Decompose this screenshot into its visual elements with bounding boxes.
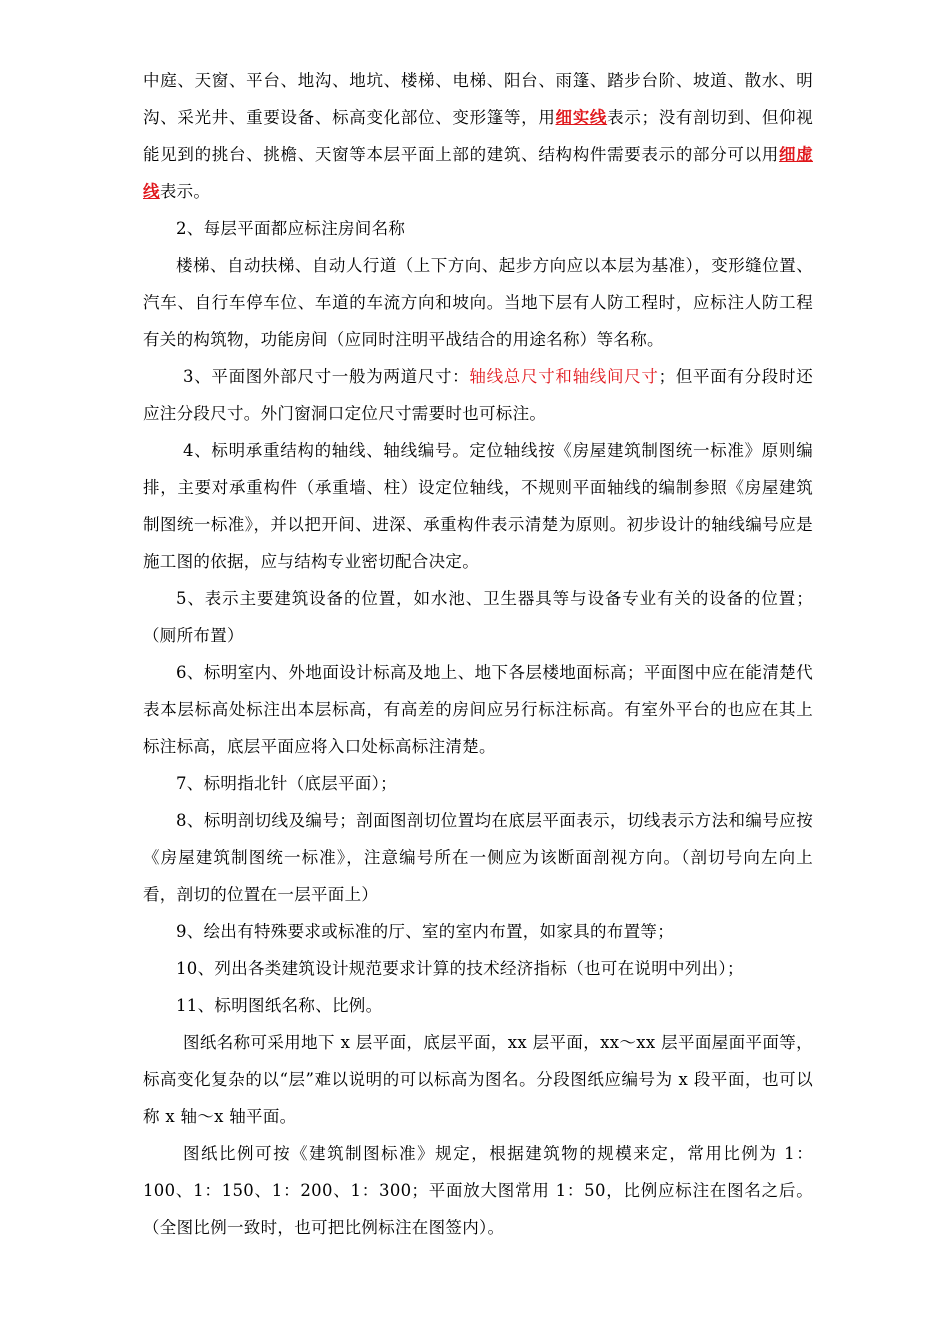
text-segment: 图纸比例可按《建筑制图标准》规定，根据建筑物的规模来定，常用比例为 1：100、1：150、1：200、1：300；平面放大图常用 1：50，比例应标注在图名之后。（全图比例一致时，也可把比例标注在图签内）。: [143, 1144, 813, 1237]
text-segment: 7、标明指北针（底层平面）；: [176, 774, 397, 793]
paragraph-0: [143, 62, 813, 210]
text-segment: 5、表示主要建筑设备的位置，如水池、卫生器具等与设备专业有关的设备的位置；（厕所布置）: [143, 589, 813, 645]
text-segment: 2、每层平面都应标注房间名称: [176, 219, 406, 238]
text-segment: 中庭、天窗、平台、地沟、地坑、楼梯、电梯、阳台、雨篷、踏步台阶、坡道、散水、明沟、采光井、重要设备、标高变化部位、变形篷等，用: [143, 71, 813, 127]
highlight-thin-dashed-line: 细虚线: [143, 145, 813, 201]
text-segment: ；但平面有分段时还应注分段尺寸。外门窗洞口定位尺寸需要时也可标注。: [143, 367, 813, 423]
text-segment: 11、标明图纸名称、比例。: [176, 996, 383, 1015]
paragraph-8: [143, 802, 813, 913]
paragraph-2: [143, 247, 813, 358]
paragraph-6: [143, 654, 813, 765]
highlight-thin-solid-line: 细实线: [555, 108, 608, 127]
paragraph-9: [143, 913, 813, 950]
text-segment: 楼梯、自动扶梯、自动人行道（上下方向、起步方向应以本层为基准），变形缝位置、汽车、自行车停车位、车道的车流方向和坡向。当地下层有人防工程时，应标注人防工程有关的构筑物，功能房间（应同时注明平战结合的用途名称）等名称。: [143, 256, 813, 349]
paragraph-7: [143, 765, 813, 802]
text-segment: 4、标明承重结构的轴线、轴线编号。定位轴线按《房屋建筑制图统一标准》原则编排，主要对承重构件（承重墙、柱）设定位轴线，不规则平面轴线的编制参照《房屋建筑制图统一标准》，并以把开间、进深、承重构件表示清楚为原则。初步设计的轴线编号应是施工图的依据，应与结构专业密切配合决定。: [143, 441, 813, 571]
document-body: [143, 62, 813, 1246]
highlight-axis-dimensions: 轴线总尺寸和轴线间尺寸: [469, 367, 659, 386]
paragraph-1: [143, 210, 813, 247]
text-segment: 8、标明剖切线及编号；剖面图剖切位置均在底层平面表示，切线表示方法和编号应按《房屋建筑制图统一标准》，注意编号所在一侧应为该断面剖视方向。（剖切号向左向上看，剖切的位置在一层平面上）: [143, 811, 813, 904]
text-segment: 6、标明室内、外地面设计标高及地上、地下各层楼地面标高；平面图中应在能清楚代表本层标高处标注出本层标高，有高差的房间应另行标注标高。有室外平台的也应在其上标注标高，底层平面应将入口处标高标注清楚。: [143, 663, 813, 756]
text-segment: 10、列出各类建筑设计规范要求计算的技术经济指标（也可在说明中列出）；: [176, 959, 744, 978]
text-segment: 图纸名称可采用地下 x 层平面，底层平面，xx 层平面，xx～xx 层平面屋面平面等，标高变化复杂的以“层”难以说明的可以标高为图名。分段图纸应编号为 x 段平面，也可以称 x 轴～x 轴平面。: [143, 1033, 813, 1126]
paragraph-10: [143, 950, 813, 987]
text-segment: 9、绘出有特殊要求或标准的厅、室的室内布置，如家具的布置等；: [176, 922, 674, 941]
paragraph-3: [143, 358, 813, 432]
paragraph-11: [143, 987, 813, 1024]
paragraph-13: [143, 1135, 813, 1246]
paragraph-5: [143, 580, 813, 654]
paragraph-12: [143, 1024, 813, 1135]
text-segment: 表示；没有剖切到、但仰视能见到的挑台、挑檐、天窗等本层平面上部的建筑、结构构件需要表示的部分可以用: [143, 108, 814, 164]
text-segment: 3、平面图外部尺寸一般为两道尺寸：: [183, 367, 470, 386]
paragraph-4: [143, 432, 813, 580]
text-segment: 表示。: [159, 182, 211, 201]
